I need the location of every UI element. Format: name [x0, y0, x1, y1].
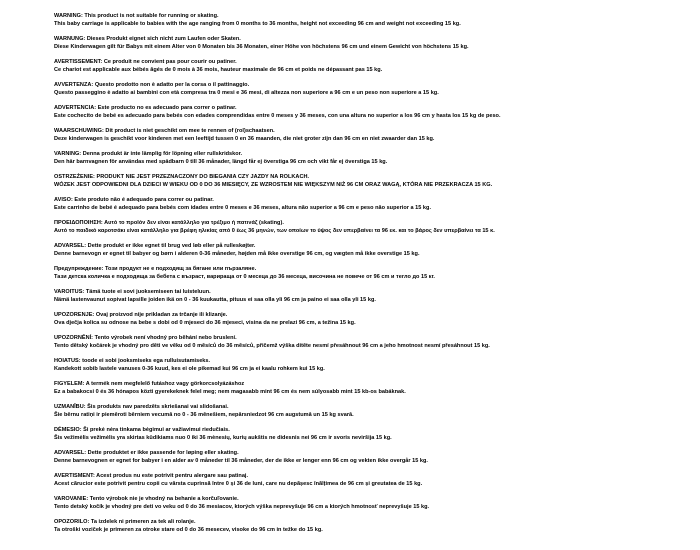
- warning-block: [54, 288, 690, 304]
- warning-heading: Предупреждение: Този продукт не е подходящ за бягане или пързаляне.: [54, 266, 257, 272]
- warning-block: [54, 495, 690, 511]
- warning-text: Denne barnevogn er egnet til babyer og børn i alderen 0-36 måneder, højden må ikke overstige 96 cm, og vægten må ikke overstige 15 kg.: [54, 251, 420, 258]
- warning-heading: UZMANĪBU: Šis produkts nav paredzēts skriešanai vai slidošanai.: [54, 404, 229, 410]
- warning-text: Тази детска количка е подходяща за бебета с възраст, варираща от 0 месеца до 36 месеца, височина не повече от 96 cm и тегло до 15 кг.: [54, 274, 435, 281]
- warning-text: Ce chariot est applicable aux bébés âgés de 0 mois à 36 mois, hauteur maximale de 96 cm et poids ne dépassant pas 15 kg.: [54, 67, 383, 74]
- warning-heading: WAARSCHUWING: Dit product is niet geschikt om mee te rennen of (rol)schaatsen.: [54, 128, 275, 134]
- warning-block: [54, 196, 690, 212]
- warning-block: [54, 35, 690, 51]
- warning-heading: VARNING: Denna produkt är inte lämplig för löpning eller rullskridskor.: [54, 151, 243, 157]
- warning-block: [54, 12, 690, 28]
- warning-block: [54, 380, 690, 396]
- warning-text: Ez a babakocsi 0 és 36 hónapos közti gyerekeknek felel meg; nem magasabb mint 96 cm és nem súlyosabb mint 15 kb-os babáknak.: [54, 389, 406, 396]
- warning-text: Ova dječja kolica su odnose na bebe s dobi od 0 mjeseci do 36 mjeseci, visina da ne prelazi 96 cm, a težina 15 kg.: [54, 320, 356, 327]
- warning-heading: OPOZORILO: Ta izdelek ni primeren za tek ali rolanje.: [54, 519, 196, 525]
- warning-block: [54, 518, 690, 534]
- warning-text: WÓZEK JEST ODPOWIEDNI DLA DZIECI W WIEKU OD 0 DO 36 MIESIĘCY, ZE WZROSTEM NIE WIĘKSZYM NIŻ 96 CM ORAZ WAGĄ, KTÓRA NIE PRZEKRACZA 15 KG.: [54, 182, 493, 189]
- warning-heading: WARNING: This product is not suitable for running or skating.: [54, 13, 219, 19]
- warning-heading: OSTRZEŻENIE: PRODUKT NIE JEST PRZEZNACZONY DO BIEGANIA CZY JAZDY NA ROLKACH.: [54, 174, 310, 180]
- warning-block: [54, 472, 690, 488]
- warning-text: Denne barnevognen er egnet for babyer i en alder av 0 måneder til 36 måneder, der de ikke er lenger enn 96 cm og vekten ikke overgår 15 kg.: [54, 458, 428, 465]
- warning-block: [54, 242, 690, 258]
- warning-text: Acest cărucior este potrivit pentru copii cu vârsta cuprinsă între 0 și 36 de luni, care nu depășesc înălțimea de 96 cm și greutatea de 15 kg.: [54, 481, 423, 488]
- warning-block: [54, 403, 690, 419]
- warning-block: [54, 357, 690, 373]
- warning-heading: WARNUNG: Dieses Produkt eignet sich nicht zum Laufen oder Skaten.: [54, 36, 241, 42]
- warning-heading: AVERTISSEMENT: Ce produit ne convient pas pour courir ou patiner.: [54, 59, 237, 65]
- warning-heading: AVERTISMENT: Acest produs nu este potrivit pentru alergare sau patinaj.: [54, 473, 249, 479]
- warning-text: Αυτό το παιδικό καροτσάκι είναι κατάλληλο για βρέφη ηλικίας από 0 έως 36 μηνών, των οποίων το ύψος δεν υπερβαίνει τα 96 εκ. και το βάρος δεν υπερβαίνει τα 15 κ.: [54, 228, 495, 235]
- warning-block: [54, 265, 690, 281]
- warning-text: Tento dětský kočárek je vhodný pro děti ve věku od 0 měsíců do 36 měsíců, přičemž výška dítěte nesmí přesáhnout 96 cm a jeho hmotnost nesmí přesáhnout 15 kg.: [54, 343, 490, 350]
- warning-text: Šis vežimėlis vežimėlis yra skirtas kūdikiams nuo 0 iki 36 mėnesių, kurių aukštis ne didesnis nei 96 cm ir svoris neviršija 15 kg.: [54, 435, 392, 442]
- warning-text: Tento detský kočík je vhodný pre deti vo veku od 0 do 36 mesiacov, ktorých výška neprevyšuje 96 cm a ktorých hmotnosť neprevyšuje 15 kg.: [54, 504, 430, 511]
- warning-heading: VAROITUS: Tämä tuote ei sovi juoksemiseen tai luisteluun.: [54, 289, 211, 295]
- warning-text: Kandekott sobib lastele vanuses 0-36 kuud, kes ei ole pikemad kui 96 cm ja ei kaalu rohkem kui 15 kg.: [54, 366, 325, 373]
- warning-heading: UPOZORENJE: Ovaj proizvod nije prikladan za trčanje ili klizanje.: [54, 312, 228, 318]
- warning-heading: VAROVANIE: Tento výrobok nie je vhodný na behanie a korčuľovanie.: [54, 496, 239, 502]
- warning-block: [54, 127, 690, 143]
- warning-block: [54, 426, 690, 442]
- warning-heading: AVISO: Este produto não é adequado para correr ou patinar.: [54, 197, 214, 203]
- warning-text: Šie bērnu ratiņi ir piemēroti bērniem vecumā no 0 - 36 mēnešiem, nepārsniedzot 96 cm augstumā un 15 kg svarā.: [54, 412, 354, 419]
- warning-text: Este carrinho de bebé é adequado para bebés com idades entre 0 meses e 36 meses, altura não superior a 96 cm e peso não superior a 15 kg.: [54, 205, 431, 212]
- warning-text: Deze kinderwagen is geschikt voor kinderen met een leeftijd tussen 0 en 36 maanden, die niet groter zijn dan 96 cm en niet zwaarder dan 15 kg.: [54, 136, 435, 143]
- warning-block: [54, 449, 690, 465]
- warning-heading: ADVARSEL: Dette produktet er ikke passende for løping eller skating.: [54, 450, 239, 456]
- warnings-list: [54, 12, 690, 534]
- warning-heading: UPOZORNĚNÍ: Tento výrobek není vhodný pro běhání nebo bruslení.: [54, 335, 237, 341]
- warning-text: Este cochecito de bebé es adecuado para bebés con edades comprendidas entre 0 meses y 36 meses, con una altura no superior a los 96 cm y hasta los 15 kg de peso.: [54, 113, 501, 120]
- warning-text: Den här barnvagnen för användas med spädbarn 0 till 36 månader, längd får ej överstiga 96 cm och vikt får ej överstiga 15 kg.: [54, 159, 388, 166]
- warning-heading: FIGYELEM: A termék nem megfelelő futáshoz vagy görkorcsolyázáshoz: [54, 381, 245, 387]
- warning-heading: ΠΡΟΕΙΔΟΠΟΙΗΣΗ: Αυτό το προϊόν δεν είναι κατάλληλο για τρέξιμο ή πατινάζ (skating).: [54, 220, 284, 226]
- warning-heading: HOIATUS: toode ei sobi jooksmiseks ega rulluisutamiseks.: [54, 358, 211, 364]
- warning-text: Nämä lastenvaunut sopivat lapsille joiden ikä on 0 - 36 kuukautta, pituus ei saa olla yli 96 cm ja paino ei saa olla yli 15 kg.: [54, 297, 376, 304]
- warning-heading: ADVARSEL: Dette produkt er ikke egnet til brug ved løb eller på rulleskøjter.: [54, 243, 256, 249]
- warning-heading: DĖMESIO: Ši prekė nėra tinkama bėgimui ar važiavimui riedučiais.: [54, 427, 230, 433]
- warning-block: [54, 334, 690, 350]
- warning-text: This baby carriage is applicable to babies with the age ranging from 0 months to 36 months, height not exceeding 96 cm and weight not exceeding 15 kg.: [54, 21, 461, 28]
- warning-heading: AVVERTENZA: Questo prodotto non è adatto per la corsa o il pattinaggio.: [54, 82, 250, 88]
- warning-heading: ADVERTENCIA: Este producto no es adecuado para correr o patinar.: [54, 105, 237, 111]
- warning-text: Diese Kinderwagen gilt für Babys mit einem Alter von 0 Monaten bis 36 Monaten, einer Höhe von höchstens 96 cm und einem Gewicht von höchstens 15 kg.: [54, 44, 469, 51]
- warning-text: Questo passeggino è adatto ai bambini con età compresa tra 0 mesi e 36 mesi, di altezza non superiore a 96 cm e un peso non superiore a 15 kg.: [54, 90, 439, 97]
- warning-block: [54, 58, 690, 74]
- warning-block: [54, 81, 690, 97]
- warning-text: Ta otroški voziček je primeren za otroke stare od 0 do 36 mesecev, visoke do 96 cm in težke do 15 kg.: [54, 527, 323, 534]
- warning-block: [54, 219, 690, 235]
- warning-block: [54, 173, 690, 189]
- warning-block: [54, 104, 690, 120]
- warning-block: [54, 150, 690, 166]
- warning-block: [54, 311, 690, 327]
